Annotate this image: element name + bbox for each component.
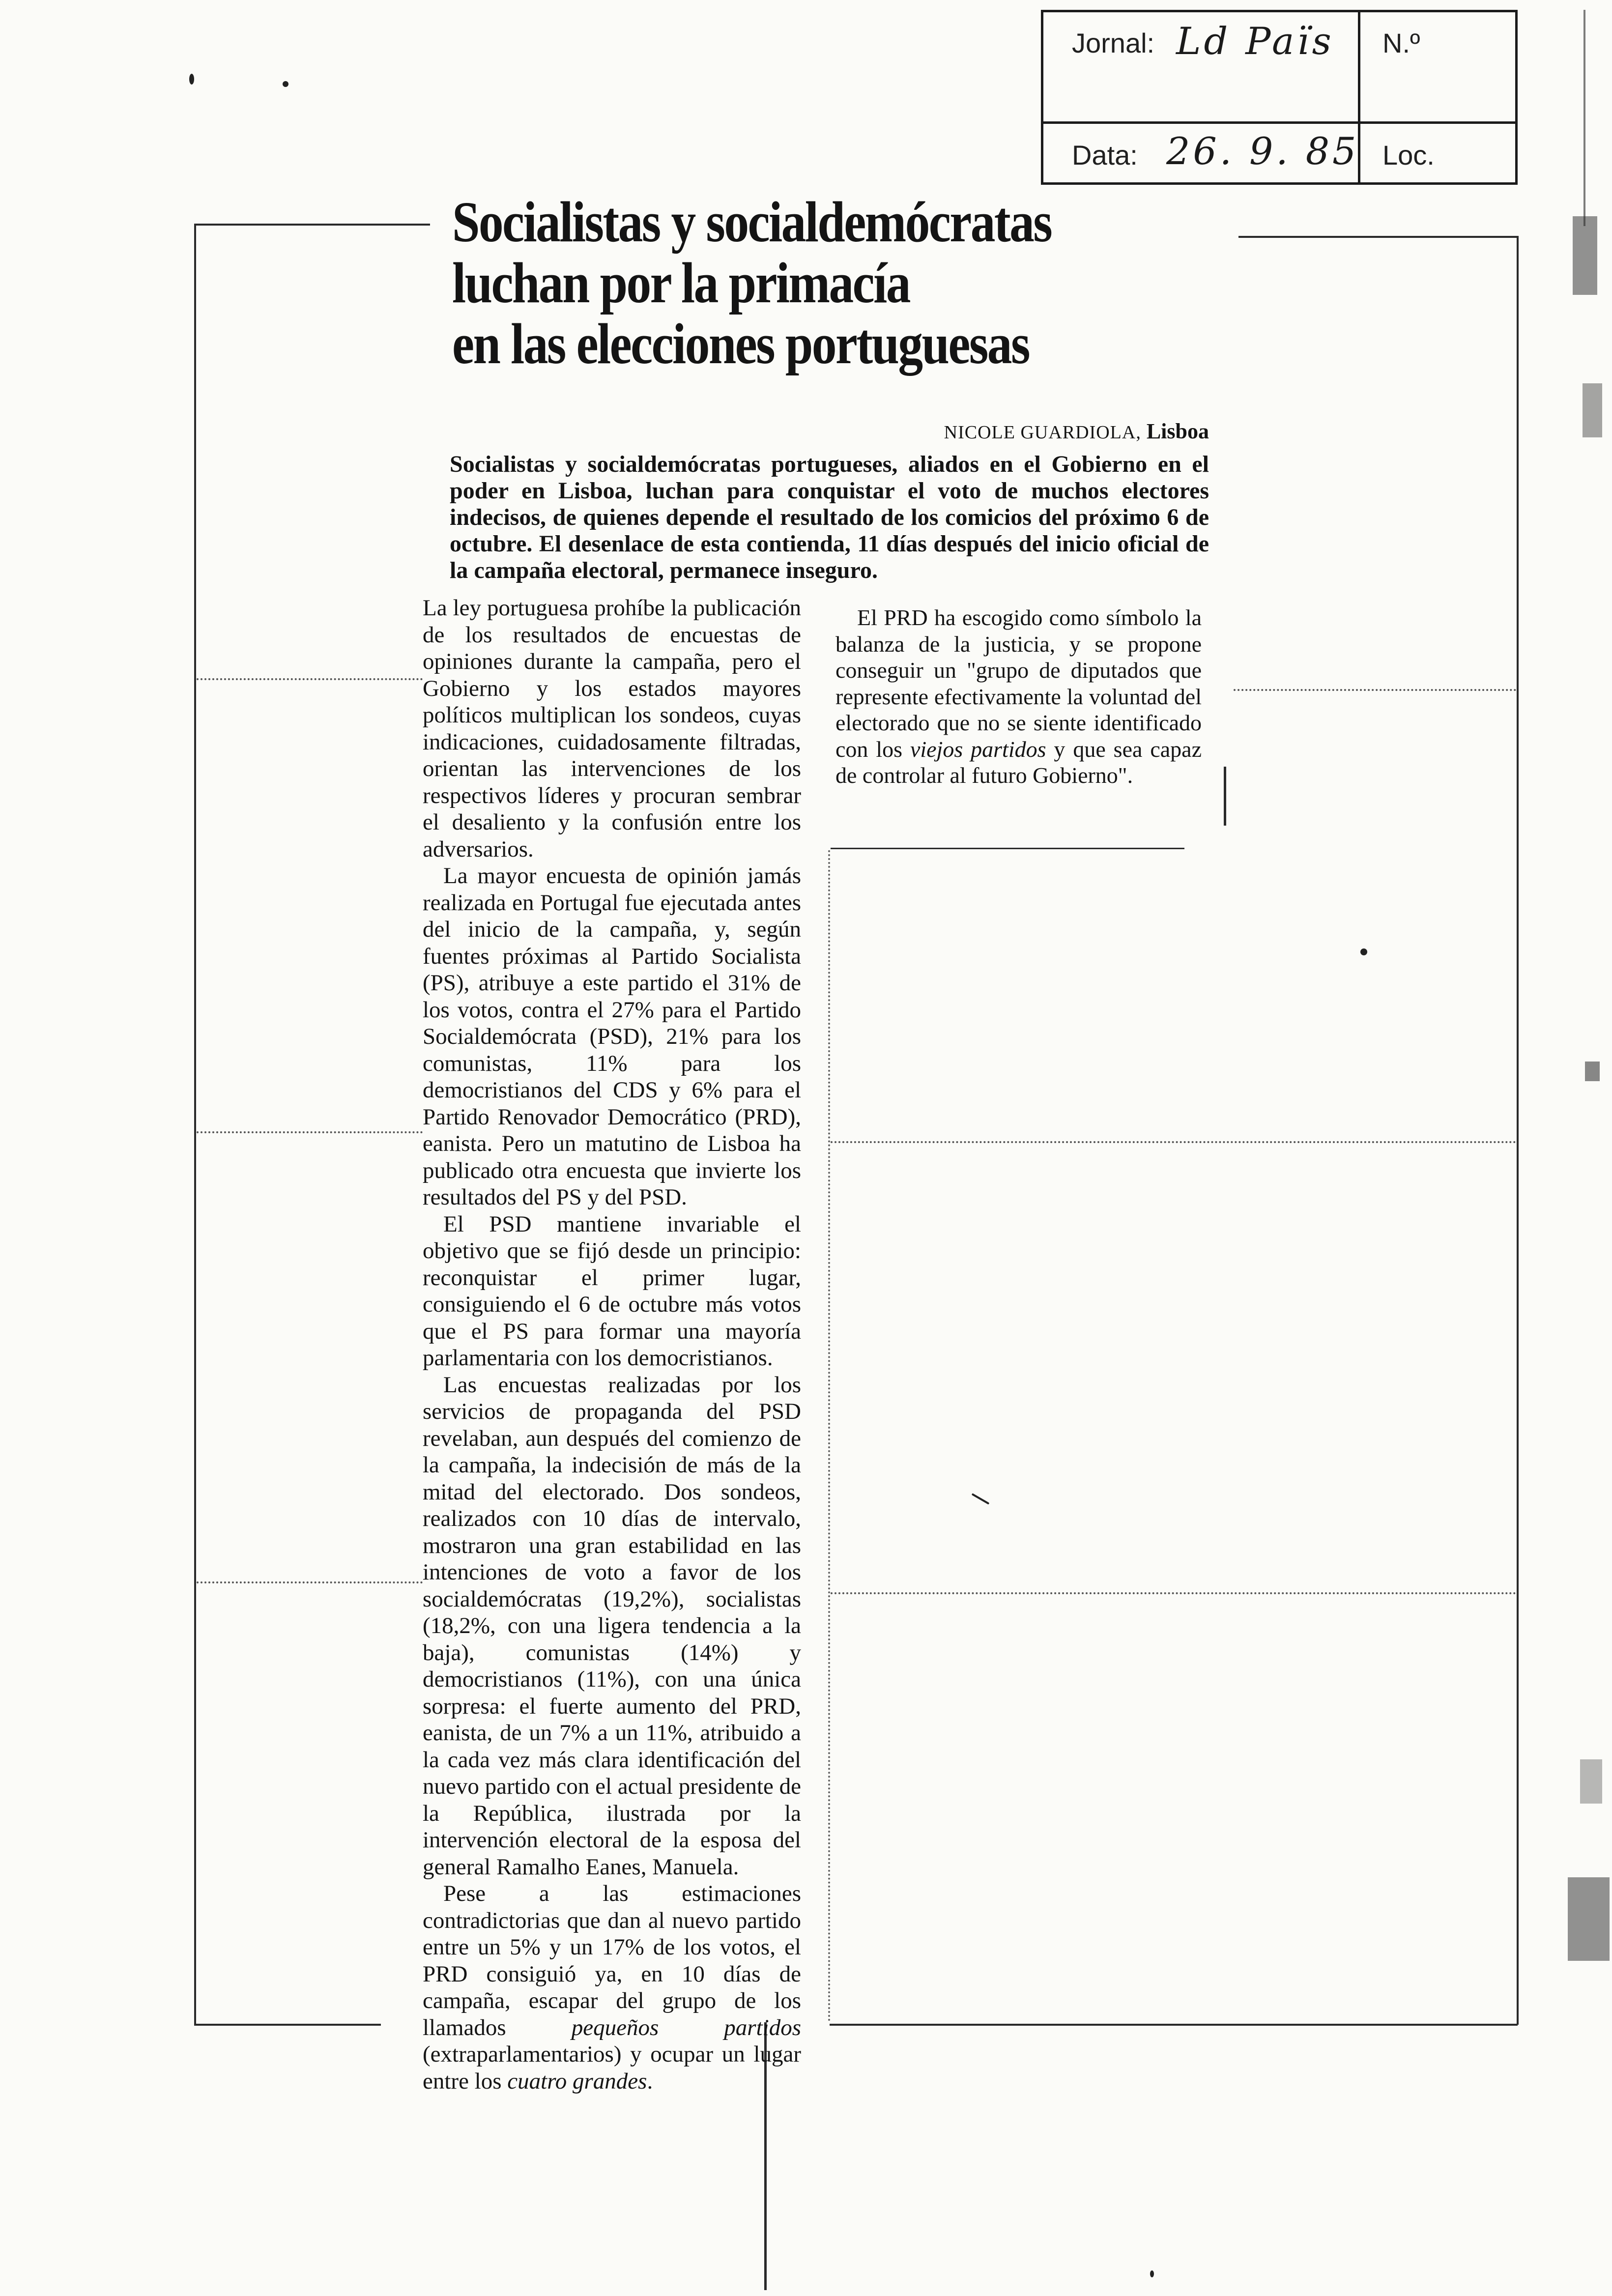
data-value: 26. 9. 85 — [1166, 129, 1359, 173]
frame-bottom-left-rule — [194, 2024, 381, 2026]
scan-edge-smudge — [1580, 1759, 1602, 1804]
lead-paragraph: Socialistas y socialdemócratas portugueses, aliados en el Gobierno en el poder en Lisboa, luchan para conquistar el voto de muchos electores indecisos, de quienes depende el resultado de los comicios del próximo 6 de octubre. El desenlace de esta contienda, 11 días después del inicio oficial de la campaña electoral, permanece inseguro. — [450, 451, 1209, 583]
data-label: Data: — [1072, 140, 1138, 171]
headline-line-2: luchan por la primacía — [452, 251, 910, 315]
dotted-guide-vertical — [828, 850, 830, 2022]
dotted-guide — [1234, 689, 1516, 691]
scan-speck — [283, 81, 288, 87]
headline-line-3: en las elecciones portuguesas — [452, 312, 1029, 376]
body-paragraph-1: La ley portuguesa prohíbe la publicación de los resultados de encuestas de opiniones durante la campaña, pero el Gobierno y los estados mayores políticos multiplican los sondeos, cuyas indicaciones, cuidadosamente filtradas, orientan las intervenciones de los respectivos líderes y procuran sembrar el desaliento y la confusión entre los adversarios. — [423, 595, 801, 862]
frame-top-right-rule — [1238, 236, 1519, 238]
paragraph-5-emphasis-1: pequeños partidos — [571, 2014, 801, 2040]
article-column-2 — [835, 604, 1202, 789]
dotted-guide — [197, 1581, 423, 1583]
frame-top-left-rule — [194, 224, 430, 226]
body-paragraph-4: Las encuestas realizadas por los servicios de propaganda del PSD revelaban, aun después del comienzo de la campaña, la indecisión de más de la mitad del electorado. Dos sondeos, realizados con 10 días de intervalo, mostraron una gran estabilidad en las intenciones de voto a favor de los socialdemócratas (19,2%), socialistas (18,2%, con una ligera tendencia a la baja), comunistas (14%) y democristianos (11%), con una única sorpresa: el fuerte aumento del PRD, eanista, de un 7% a un 11%, atribuido a la cada vez más clara identificación del nuevo partido con el actual presidente de la República, ilustrada por la intervención electoral de la esposa del general Ramalho Eanes, Manuela. — [423, 1372, 801, 1880]
scan-edge-smudge — [1585, 1062, 1600, 1081]
dotted-guide — [831, 1141, 1516, 1143]
stamp-divider-horizontal — [1043, 121, 1515, 124]
paragraph-5-text-c: . — [647, 2068, 653, 2094]
dotted-guide — [197, 1131, 423, 1133]
dateline-place: Lisboa — [1146, 419, 1209, 443]
body-paragraph-5 — [423, 1880, 801, 2095]
scan-speck — [972, 1493, 990, 1504]
paragraph-5-emphasis-2: cuatro grandes — [507, 2068, 647, 2094]
frame-right-rule — [1517, 236, 1519, 2025]
body-paragraph-3: El PSD mantiene invariable el objetivo que se fijó desde un principio: reconquistar el primer lugar, consiguiendo el 6 de octubre más votos que el PS para formar una mayoría parlamentaria con los democristianos. — [423, 1211, 801, 1371]
scan-edge-line — [1583, 10, 1585, 226]
jornal-label: Jornal: — [1072, 28, 1155, 58]
paragraph-5-text-b: (extraparlamentarios) y ocupar un lugar entre los — [423, 2041, 801, 2094]
scan-edge-smudge — [1568, 1877, 1610, 1961]
paragraph-5-text-a: Pese a las estimaciones contradictorias que dan al nuevo partido entre un 5% y un 17% de los votos, el PRD consiguió ya, en 10 días de campaña, escapar del grupo de los llamados — [423, 1881, 801, 2040]
scan-edge-smudge — [1583, 383, 1602, 437]
sidebar-edge-mark — [1224, 767, 1226, 826]
dotted-guide — [831, 1592, 1516, 1594]
body-paragraph-2: La mayor encuesta de opinión jamás realizada en Portugal fue ejecutada antes del inicio de la campaña, y, según fuentes próximas al Partido Socialista (PS), atribuye a este partido el 31% de los votos, contra el 27% para el Partido Socialdemócrata (PSD), 21% para los comunistas, 11% para los democristianos del CDS y 6% para el Partido Renovador Democrático (PRD), eanista. Pero un matutino de Lisboa ha publicado otra encuesta que invierte los resultados del PS y del PSD. — [423, 863, 801, 1210]
scan-edge-smudge — [1573, 216, 1597, 295]
loc-label: Loc. — [1382, 140, 1435, 171]
scan-speck — [189, 74, 194, 85]
sidebar-bottom-rule — [831, 848, 1184, 849]
sidebar-emphasis: viejos partidos — [910, 736, 1046, 762]
dotted-guide — [197, 678, 423, 680]
jornal-value: Ld Païs — [1176, 19, 1334, 63]
frame-bottom-right-rule — [830, 2024, 1518, 2026]
headline — [452, 192, 1069, 374]
headline-line-1: Socialistas y socialdemócratas — [452, 190, 1052, 254]
author-name: NICOLE GUARDIOLA, — [944, 422, 1141, 443]
scan-speck — [1150, 2270, 1154, 2277]
article-column-1 — [423, 595, 801, 2095]
sidebar-text-a: El PRD ha escogido como símbolo la balanza de la justicia, y se propone conseguir un "grupo de diputados que represente efectivamente la voluntad del electorado que no se siente identificado con los — [835, 605, 1202, 762]
byline — [919, 419, 1209, 444]
clipping-stamp — [1041, 10, 1518, 185]
numero-label: N.º — [1382, 28, 1420, 58]
sidebar-paragraph — [835, 604, 1202, 789]
sidebar-text-b: y que sea capaz de controlar al futuro Gobierno". — [835, 736, 1202, 788]
frame-left-rule — [194, 224, 196, 2025]
scan-speck — [1360, 948, 1367, 955]
